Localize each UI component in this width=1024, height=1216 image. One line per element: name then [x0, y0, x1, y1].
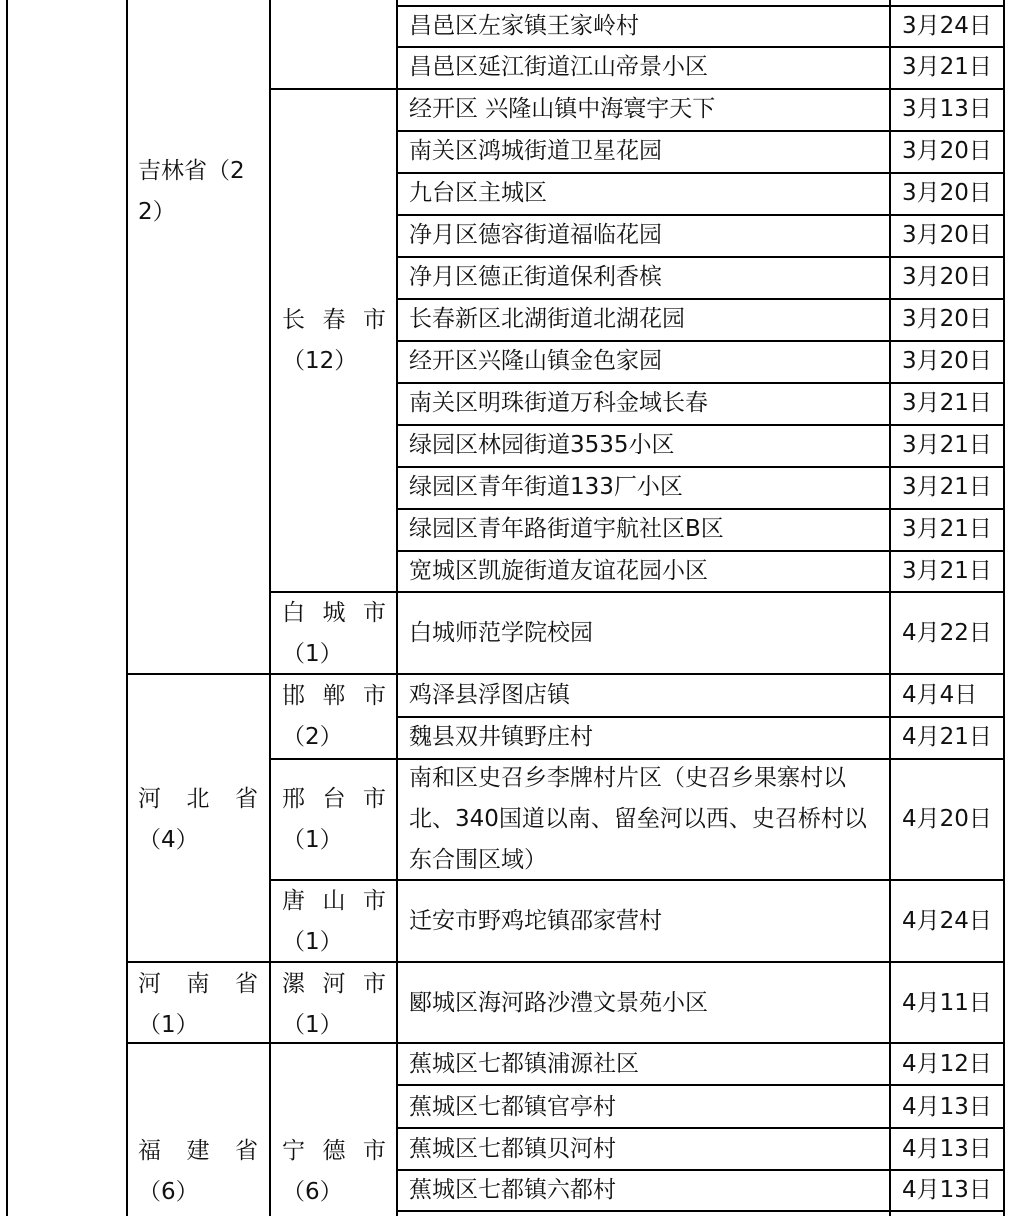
table-row-date: 3月13日 [902, 96, 992, 122]
table-row-area: 魏县双井镇野庄村 [409, 724, 593, 750]
table-row-area: 蕉城区七都镇官亭村 [409, 1094, 616, 1120]
city-count: （2） [282, 724, 343, 750]
table-row-area: 净月区德容街道福临花园 [409, 222, 662, 248]
table-row-date: 4月13日 [902, 1094, 992, 1120]
table-row-area: 绿园区青年路街道宇航社区B区 [409, 516, 724, 542]
table-row-date: 3月20日 [902, 264, 992, 290]
table-row-date: 4月12日 [902, 1051, 992, 1077]
table-row-date: 4月21日 [902, 724, 992, 750]
table-row-area: 昌邑区延江街道江山帝景小区 [409, 54, 708, 80]
table-row-date: 3月21日 [902, 54, 992, 80]
table-row-area: 南关区鸿城街道卫星花园 [409, 138, 662, 164]
table-row-area: 白城师范学院校园 [409, 620, 593, 646]
city-count: （1） [282, 1012, 343, 1038]
province-cell-hebei [138, 779, 258, 861]
city-count: （1） [282, 641, 343, 667]
table-row-area: 昌邑区左家镇王家岭村 [409, 13, 639, 39]
city-cell-ningde [282, 1131, 386, 1213]
city-count: （12） [282, 348, 358, 374]
city-count: （6） [282, 1179, 343, 1205]
column-divider [126, 0, 128, 1216]
city-name: 唐山市 [282, 888, 386, 914]
province-count: 2） [138, 199, 176, 225]
province-cell-fujian [138, 1131, 258, 1213]
city-count: （1） [282, 929, 343, 955]
table-row-area: 蕉城区七都镇六都村 [409, 1177, 616, 1203]
table-row-area: 宽城区凯旋街道友谊花园小区 [409, 558, 708, 584]
city-cell-handan [282, 676, 386, 758]
city-cell-xingtai [282, 779, 386, 861]
column-divider [889, 0, 891, 1216]
table-row-area: 南和区史召乡李牌村片区（史召乡果寨村以北、340国道以南、留垒河以西、史召桥村以东合围区域） [409, 765, 867, 873]
table-row-date: 3月21日 [902, 432, 992, 458]
city-cell-changchun [282, 300, 386, 382]
table-row-area: 九台区主城区 [409, 180, 547, 206]
table-row-area: 蕉城区七都镇贝河村 [409, 1136, 616, 1162]
row-divider [126, 961, 1005, 963]
table-row-area: 经开区 兴隆山镇中海寰宇天下 [409, 96, 716, 122]
table-row-date: 3月20日 [902, 306, 992, 332]
city-count: （1） [282, 827, 343, 853]
table-border-right [1003, 0, 1005, 1216]
table-row-date: 3月20日 [902, 222, 992, 248]
table-row-date: 4月24日 [902, 908, 992, 934]
table-row-area: 南关区明珠街道万科金域长春 [409, 390, 708, 416]
table-row-area: 蕉城区七都镇浦源社区 [409, 1051, 639, 1077]
province-name: 福建省 [138, 1138, 258, 1164]
city-cell-luohe [282, 964, 386, 1046]
city-name: 邢台市 [282, 786, 386, 812]
table-row-date: 4月13日 [902, 1136, 992, 1162]
city-name: 长春市 [282, 307, 386, 333]
table-row-date: 3月21日 [902, 558, 992, 584]
table-row-date: 4月11日 [902, 990, 992, 1016]
province-cell-henan [138, 964, 258, 1046]
table-row-date: 3月20日 [902, 348, 992, 374]
table-row-area: 郾城区海河路沙澧文景苑小区 [409, 990, 708, 1016]
city-name: 漯河市 [282, 971, 386, 997]
city-name: 宁德市 [282, 1138, 386, 1164]
table-row-date: 4月20日 [902, 806, 992, 832]
table-row-area: 绿园区青年街道133厂小区 [409, 474, 683, 500]
table-row-date: 3月20日 [902, 180, 992, 206]
city-cell-baicheng [282, 593, 386, 675]
column-divider [269, 0, 271, 1216]
table-row-area: 迁安市野鸡坨镇邵家营村 [409, 908, 662, 934]
province-count: （1） [138, 1012, 199, 1038]
table-row-date: 4月13日 [902, 1177, 992, 1203]
city-name: 白城市 [282, 600, 386, 626]
table-row-date: 3月21日 [902, 474, 992, 500]
table-row-area: 绿园区林园街道3535小区 [409, 432, 675, 458]
province-cell-jilin [138, 151, 245, 233]
table-border-left [6, 0, 8, 1216]
table-row-date: 3月24日 [902, 13, 992, 39]
table-row-area: 经开区兴隆山镇金色家园 [409, 348, 662, 374]
province-count: （4） [138, 827, 199, 853]
province-name: 河北省 [138, 786, 258, 812]
table-row-date: 4月22日 [902, 620, 992, 646]
table-row-date: 3月21日 [902, 516, 992, 542]
table-row-area: 净月区德正街道保利香槟 [409, 264, 662, 290]
city-cell-tangshan [282, 881, 386, 963]
table-row-area: 长春新区北湖街道北湖花园 [409, 306, 685, 332]
column-divider [396, 0, 398, 1216]
table-row-date: 4月4日 [902, 682, 978, 708]
province-name: 吉林省（2 [138, 158, 245, 184]
province-name: 河南省 [138, 971, 258, 997]
table-row-area: 鸡泽县浮图店镇 [409, 682, 570, 708]
province-count: （6） [138, 1179, 199, 1205]
city-name: 邯郸市 [282, 683, 386, 709]
table-row-date: 3月20日 [902, 138, 992, 164]
table-row-date: 3月21日 [902, 390, 992, 416]
